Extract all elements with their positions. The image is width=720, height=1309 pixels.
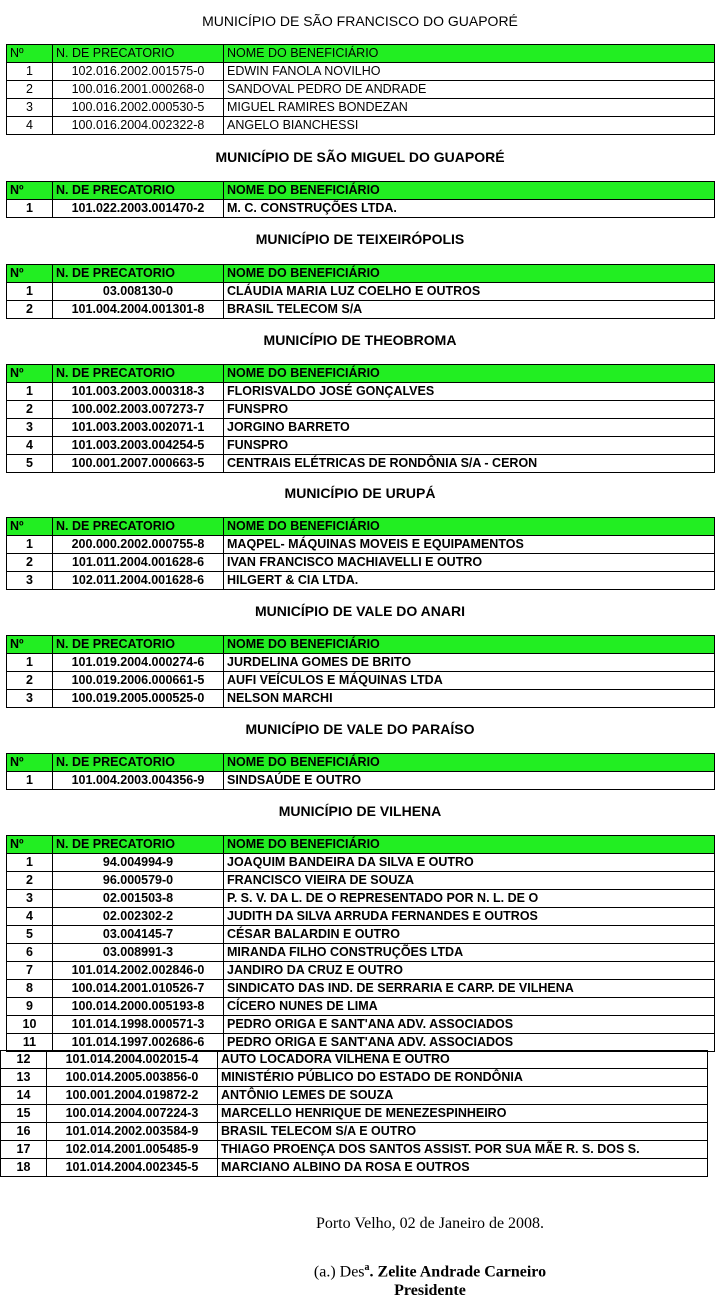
beneficiary-name: MINISTÉRIO PÚBLICO DO ESTADO DE RONDÔNIA: [218, 1069, 708, 1087]
header-number: Nº: [7, 45, 53, 63]
row-number: 15: [1, 1105, 47, 1123]
precatorio-number: 101.014.2004.002015-4: [47, 1051, 218, 1069]
precatorio-number: 100.019.2005.000525-0: [53, 690, 224, 708]
table-row: [7, 1034, 715, 1052]
header-precatorio: N. DE PRECATORIO: [53, 365, 224, 383]
header-precatorio: N. DE PRECATORIO: [53, 45, 224, 63]
place-date: Porto Velho, 02 de Janeiro de 2008.: [315, 1215, 545, 1232]
row-number: 3: [7, 690, 53, 708]
table-row: [7, 854, 715, 872]
row-number: 2: [7, 81, 53, 99]
table-row: [7, 99, 715, 117]
table-row: [7, 283, 715, 301]
table-row: [7, 1016, 715, 1034]
precatorio-number: 100.014.2005.003856-0: [47, 1069, 218, 1087]
table-row: [7, 536, 715, 554]
precatorio-number: 100.019.2006.000661-5: [53, 672, 224, 690]
header-number: Nº: [7, 636, 53, 654]
precatorio-table: [6, 264, 715, 319]
beneficiary-name: JUDITH DA SILVA ARRUDA FERNANDES E OUTROS: [224, 908, 715, 926]
header-precatorio: N. DE PRECATORIO: [53, 182, 224, 200]
precatorio-number: 100.016.2004.002322-8: [53, 117, 224, 135]
table-row: [7, 437, 715, 455]
table-row: [7, 980, 715, 998]
precatorio-number: 101.003.2003.004254-5: [53, 437, 224, 455]
precatorio-number: 101.022.2003.001470-2: [53, 200, 224, 218]
header-beneficiario: NOME DO BENEFICIÁRIO: [224, 636, 715, 654]
beneficiary-name: CLÁUDIA MARIA LUZ COELHO E OUTROS: [224, 283, 715, 301]
beneficiary-name: FLORISVALDO JOSÉ GONÇALVES: [224, 383, 715, 401]
beneficiary-name: CENTRAIS ELÉTRICAS DE RONDÔNIA S/A - CERON: [224, 455, 715, 473]
row-number: 1: [7, 536, 53, 554]
header-beneficiario: NOME DO BENEFICIÁRIO: [224, 365, 715, 383]
row-number: 14: [1, 1087, 47, 1105]
beneficiary-name: MIGUEL RAMIRES BONDEZAN: [224, 99, 715, 117]
row-number: 1: [7, 654, 53, 672]
row-number: 2: [7, 672, 53, 690]
beneficiary-name: BRASIL TELECOM S/A E OUTRO: [218, 1123, 708, 1141]
precatorio-table: [0, 1050, 708, 1177]
table-row: [7, 998, 715, 1016]
table-header-row: [7, 754, 715, 772]
table-row: [7, 962, 715, 980]
header-precatorio: N. DE PRECATORIO: [53, 518, 224, 536]
table-row: [7, 401, 715, 419]
table-row: [7, 672, 715, 690]
table-header-row: [7, 518, 715, 536]
beneficiary-name: FUNSPRO: [224, 437, 715, 455]
beneficiary-name: NELSON MARCHI: [224, 690, 715, 708]
precatorio-number: 100.014.2001.010526-7: [53, 980, 224, 998]
row-number: 7: [7, 962, 53, 980]
header-precatorio: N. DE PRECATORIO: [53, 265, 224, 283]
row-number: 5: [7, 455, 53, 473]
table-row: [7, 301, 715, 319]
municipality-title: MUNICÍPIO DE SÃO FRANCISCO DO GUAPORÉ: [202, 13, 518, 29]
table-header-row: [7, 265, 715, 283]
beneficiary-name: EDWIN FANOLA NOVILHO: [224, 63, 715, 81]
beneficiary-name: FRANCISCO VIEIRA DE SOUZA: [224, 872, 715, 890]
municipality-title: MUNICÍPIO DE THEOBROMA: [263, 332, 457, 348]
table-row: [7, 572, 715, 590]
beneficiary-name: SANDOVAL PEDRO DE ANDRADE: [224, 81, 715, 99]
header-number: Nº: [7, 265, 53, 283]
row-number: 2: [7, 401, 53, 419]
precatorio-number: 100.002.2003.007273-7: [53, 401, 224, 419]
precatorio-table: [6, 753, 715, 790]
precatorio-number: 100.014.2000.005193-8: [53, 998, 224, 1016]
beneficiary-name: AUTO LOCADORA VILHENA E OUTRO: [218, 1051, 708, 1069]
table-row: [1, 1159, 708, 1177]
header-precatorio: N. DE PRECATORIO: [53, 754, 224, 772]
header-precatorio: N. DE PRECATORIO: [53, 636, 224, 654]
precatorio-number: 101.004.2003.004356-9: [53, 772, 224, 790]
beneficiary-name: HILGERT & CIA LTDA.: [224, 572, 715, 590]
precatorio-number: 102.011.2004.001628-6: [53, 572, 224, 590]
precatorio-number: 100.001.2007.000663-5: [53, 455, 224, 473]
beneficiary-name: PEDRO ORIGA E SANT'ANA ADV. ASSOCIADOS: [224, 1016, 715, 1034]
row-number: 3: [7, 572, 53, 590]
row-number: 10: [7, 1016, 53, 1034]
beneficiary-name: P. S. V. DA L. DE O REPRESENTADO POR N. L. DE O: [224, 890, 715, 908]
precatorio-number: 03.008130-0: [53, 283, 224, 301]
municipality-title: MUNICÍPIO DE TEIXEIRÓPOLIS: [255, 231, 465, 247]
row-number: 1: [7, 63, 53, 81]
row-number: 2: [7, 554, 53, 572]
municipality-title: MUNICÍPIO DE VILHENA: [278, 803, 442, 819]
beneficiary-name: CÍCERO NUNES DE LIMA: [224, 998, 715, 1016]
signature-line: (a.) Des$^a$. Zelite Andrade Carneiro: [313, 1262, 547, 1281]
beneficiary-name: MARCIANO ALBINO DA ROSA E OUTROS: [218, 1159, 708, 1177]
table-row: [1, 1123, 708, 1141]
row-number: 2: [7, 301, 53, 319]
table-row: [1, 1141, 708, 1159]
row-number: 17: [1, 1141, 47, 1159]
precatorio-number: 100.016.2001.000268-0: [53, 81, 224, 99]
precatorio-number: 100.014.2004.007224-3: [47, 1105, 218, 1123]
table-row: [7, 419, 715, 437]
table-row: [1, 1087, 708, 1105]
table-row: [7, 383, 715, 401]
precatorio-number: 101.014.1997.002686-6: [53, 1034, 224, 1052]
precatorio-table: [6, 364, 715, 473]
table-header-row: [7, 836, 715, 854]
beneficiary-name: MAQPEL- MÁQUINAS MOVEIS E EQUIPAMENTOS: [224, 536, 715, 554]
beneficiary-name: ANTÔNIO LEMES DE SOUZA: [218, 1087, 708, 1105]
header-beneficiario: NOME DO BENEFICIÁRIO: [224, 754, 715, 772]
precatorio-table: [6, 181, 715, 218]
precatorio-number: 100.016.2002.000530-5: [53, 99, 224, 117]
row-number: 5: [7, 926, 53, 944]
table-row: [7, 772, 715, 790]
precatorio-number: 96.000579-0: [53, 872, 224, 890]
beneficiary-name: JORGINO BARRETO: [224, 419, 715, 437]
table-row: [1, 1069, 708, 1087]
precatorio-number: 03.008991-3: [53, 944, 224, 962]
precatorio-table: [6, 44, 715, 135]
table-row: [7, 926, 715, 944]
table-row: [7, 872, 715, 890]
municipality-title: MUNICÍPIO DE SÃO MIGUEL DO GUAPORÉ: [215, 149, 505, 165]
beneficiary-name: SINDICATO DAS IND. DE SERRARIA E CARP. DE VILHENA: [224, 980, 715, 998]
precatorio-number: 02.001503-8: [53, 890, 224, 908]
precatorio-number: 101.014.2002.002846-0: [53, 962, 224, 980]
beneficiary-name: MIRANDA FILHO CONSTRUÇÕES LTDA: [224, 944, 715, 962]
table-row: [7, 81, 715, 99]
beneficiary-name: IVAN FRANCISCO MACHIAVELLI E OUTRO: [224, 554, 715, 572]
header-number: Nº: [7, 182, 53, 200]
header-precatorio: N. DE PRECATORIO: [53, 836, 224, 854]
table-row: [7, 200, 715, 218]
header-beneficiario: NOME DO BENEFICIÁRIO: [224, 265, 715, 283]
table-header-row: [7, 636, 715, 654]
precatorio-number: 101.003.2003.002071-1: [53, 419, 224, 437]
beneficiary-name: M. C. CONSTRUÇÕES LTDA.: [224, 200, 715, 218]
header-number: Nº: [7, 754, 53, 772]
precatorio-table: [6, 635, 715, 708]
header-beneficiario: NOME DO BENEFICIÁRIO: [224, 518, 715, 536]
header-beneficiario: NOME DO BENEFICIÁRIO: [224, 182, 715, 200]
precatorio-number: 101.019.2004.000274-6: [53, 654, 224, 672]
header-number: Nº: [7, 518, 53, 536]
row-number: 8: [7, 980, 53, 998]
table-row: [7, 117, 715, 135]
beneficiary-name: THIAGO PROENÇA DOS SANTOS ASSIST. POR SUA MÃE R. S. DOS S.: [218, 1141, 708, 1159]
table-row: [7, 890, 715, 908]
precatorio-number: 94.004994-9: [53, 854, 224, 872]
row-number: 1: [7, 383, 53, 401]
row-number: 3: [7, 890, 53, 908]
precatorio-number: 02.002302-2: [53, 908, 224, 926]
precatorio-table: [6, 517, 715, 590]
beneficiary-name: JOAQUIM BANDEIRA DA SILVA E OUTRO: [224, 854, 715, 872]
table-row: [1, 1051, 708, 1069]
row-number: 2: [7, 872, 53, 890]
row-number: 1: [7, 854, 53, 872]
beneficiary-name: MARCELLO HENRIQUE DE MENEZESPINHEIRO: [218, 1105, 708, 1123]
row-number: 6: [7, 944, 53, 962]
table-header-row: [7, 365, 715, 383]
precatorio-number: 101.003.2003.000318-3: [53, 383, 224, 401]
precatorio-number: 101.014.1998.000571-3: [53, 1016, 224, 1034]
precatorio-number: 200.000.2002.000755-8: [53, 536, 224, 554]
table-row: [7, 654, 715, 672]
row-number: 18: [1, 1159, 47, 1177]
beneficiary-name: CÉSAR BALARDIN E OUTRO: [224, 926, 715, 944]
header-number: Nº: [7, 365, 53, 383]
precatorio-number: 101.004.2004.001301-8: [53, 301, 224, 319]
beneficiary-name: AUFI VEÍCULOS E MÁQUINAS LTDA: [224, 672, 715, 690]
precatorio-number: 102.014.2001.005485-9: [47, 1141, 218, 1159]
precatorio-number: 100.001.2004.019872-2: [47, 1087, 218, 1105]
precatorio-number: 03.004145-7: [53, 926, 224, 944]
beneficiary-name: SINDSAÚDE E OUTRO: [224, 772, 715, 790]
table-row: [7, 908, 715, 926]
row-number: 1: [7, 200, 53, 218]
header-number: Nº: [7, 836, 53, 854]
beneficiary-name: PEDRO ORIGA E SANT'ANA ADV. ASSOCIADOS: [224, 1034, 715, 1052]
beneficiary-name: JURDELINA GOMES DE BRITO: [224, 654, 715, 672]
row-number: 16: [1, 1123, 47, 1141]
table-header-row: [7, 182, 715, 200]
row-number: 3: [7, 419, 53, 437]
table-row: [1, 1105, 708, 1123]
table-row: [7, 554, 715, 572]
row-number: 1: [7, 772, 53, 790]
table-row: [7, 63, 715, 81]
table-header-row: [7, 45, 715, 63]
signature-role: Presidente: [394, 1282, 466, 1299]
beneficiary-name: BRASIL TELECOM S/A: [224, 301, 715, 319]
precatorio-number: 101.014.2004.002345-5: [47, 1159, 218, 1177]
beneficiary-name: ANGELO BIANCHESSI: [224, 117, 715, 135]
row-number: 3: [7, 99, 53, 117]
precatorio-number: 101.014.2002.003584-9: [47, 1123, 218, 1141]
municipality-title: MUNICÍPIO DE VALE DO ANARI: [254, 603, 465, 619]
beneficiary-name: JANDIRO DA CRUZ E OUTRO: [224, 962, 715, 980]
row-number: 12: [1, 1051, 47, 1069]
header-beneficiario: NOME DO BENEFICIÁRIO: [224, 836, 715, 854]
row-number: 4: [7, 117, 53, 135]
row-number: 4: [7, 437, 53, 455]
municipality-title: MUNICÍPIO DE VALE DO PARAÍSO: [245, 721, 475, 737]
beneficiary-name: FUNSPRO: [224, 401, 715, 419]
table-row: [7, 944, 715, 962]
row-number: 4: [7, 908, 53, 926]
row-number: 1: [7, 283, 53, 301]
precatorio-number: 102.016.2002.001575-0: [53, 63, 224, 81]
row-number: 13: [1, 1069, 47, 1087]
precatorio-table: [6, 835, 715, 1052]
precatorio-number: 101.011.2004.001628-6: [53, 554, 224, 572]
table-row: [7, 455, 715, 473]
table-row: [7, 690, 715, 708]
row-number: 11: [7, 1034, 53, 1052]
row-number: 9: [7, 998, 53, 1016]
header-beneficiario: NOME DO BENEFICIÁRIO: [224, 45, 715, 63]
municipality-title: MUNICÍPIO DE URUPÁ: [284, 485, 436, 501]
